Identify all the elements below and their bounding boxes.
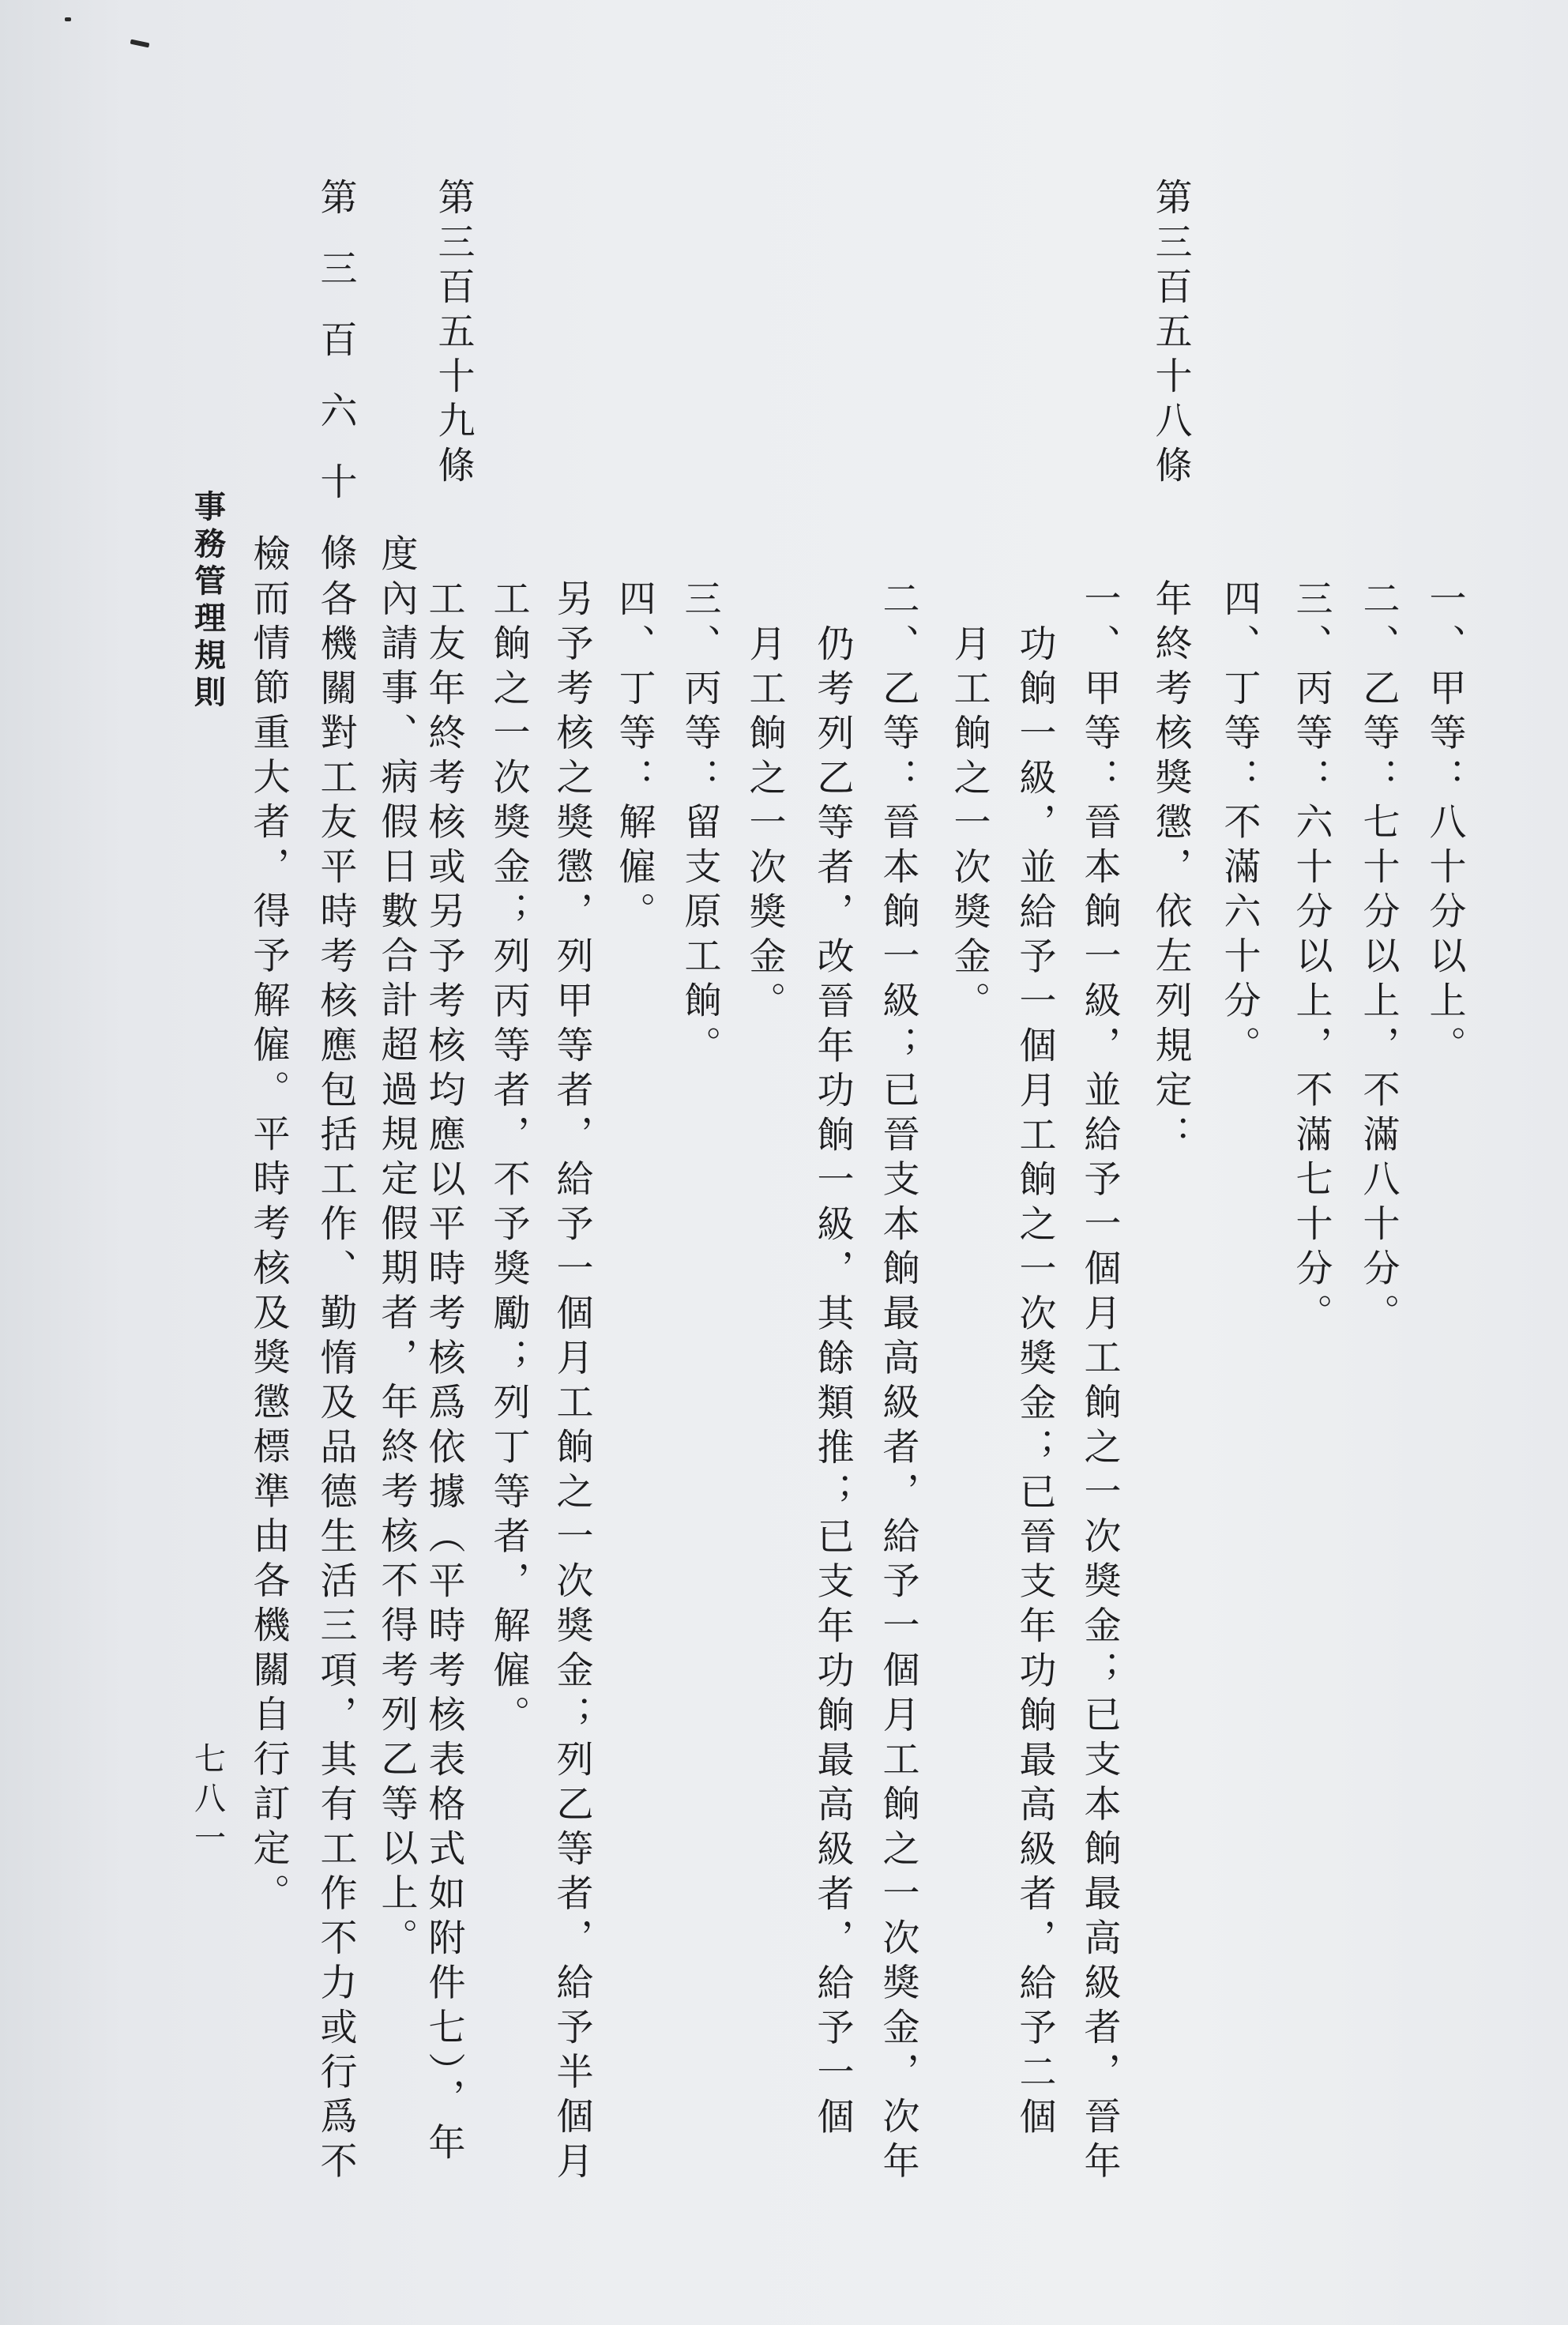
text-line: 四、丁等：不滿六十分。: [1217, 579, 1262, 1070]
text-line: 仍考列乙等者，改晉年功餉一級，其餘類推；已支年功餉最高級者，給予一個: [810, 624, 855, 2142]
text-line: 三、丙等：六十分以上，不滿七十分。: [1289, 579, 1333, 1338]
text-line: 月工餉之一次獎金。: [743, 624, 787, 1026]
text-line: 另予考核之獎懲，列甲等者，給予一個月工餉之一次獎金；列乙等者，給予半個月: [550, 579, 594, 2186]
text-line: 月工餉之一次獎金。: [947, 624, 991, 1026]
text-line: 二、乙等：晉本餉一級；已晉支本餉最高級者，給予一個月工餉之一次獎金，次年: [876, 579, 920, 2186]
text-line: 工餉之一次獎金；列丙等者，不予獎勵；列丁等者，解僱。: [487, 579, 531, 1740]
text-line: 功餉一級，並給予一個月工餉之一次獎金；已晉支年功餉最高級者，給予二個: [1013, 624, 1057, 2142]
scan-mark: [65, 17, 71, 21]
text-line: 年終考核獎懲，依左列規定：: [1149, 579, 1193, 1160]
text-line: 一、甲等：晉本餉一級，並給予一個月工餉之一次獎金；已支本餉最高級者，晉年: [1077, 579, 1122, 2186]
text-line: 各機關對工友平時考核應包括工作、勤惰及品德生活三項，其有工作不力或行爲不: [314, 579, 358, 2186]
text-line: 度內請事、病假日數合計超過規定假期者，年終考核不得考列乙等以上。: [374, 534, 419, 1962]
article-heading: 第三百五十九條: [431, 178, 476, 491]
text-line: 工友年終考核或另予考核均應以平時考核爲依據（平時考核表格式如附件七），年: [422, 579, 466, 2168]
text-line: 一、甲等：八十分以上。: [1423, 579, 1467, 1070]
article-heading: 第三百六十條: [314, 178, 358, 604]
article-heading: 第三百五十八條: [1149, 178, 1193, 491]
text-line: 四、丁等：解僱。: [612, 579, 656, 936]
text-line: 三、丙等：留支原工餉。: [678, 579, 722, 1070]
running-title: 事務管理規則: [189, 490, 226, 713]
text-line: 二、乙等：七十分以上，不滿八十分。: [1356, 579, 1401, 1338]
text-line: 檢而情節重大者，得予解僱。平時考核及獎懲標準由各機關自行訂定。: [246, 534, 291, 1918]
scan-mark: [130, 40, 150, 48]
page-number: 七八一: [189, 1742, 226, 1860]
